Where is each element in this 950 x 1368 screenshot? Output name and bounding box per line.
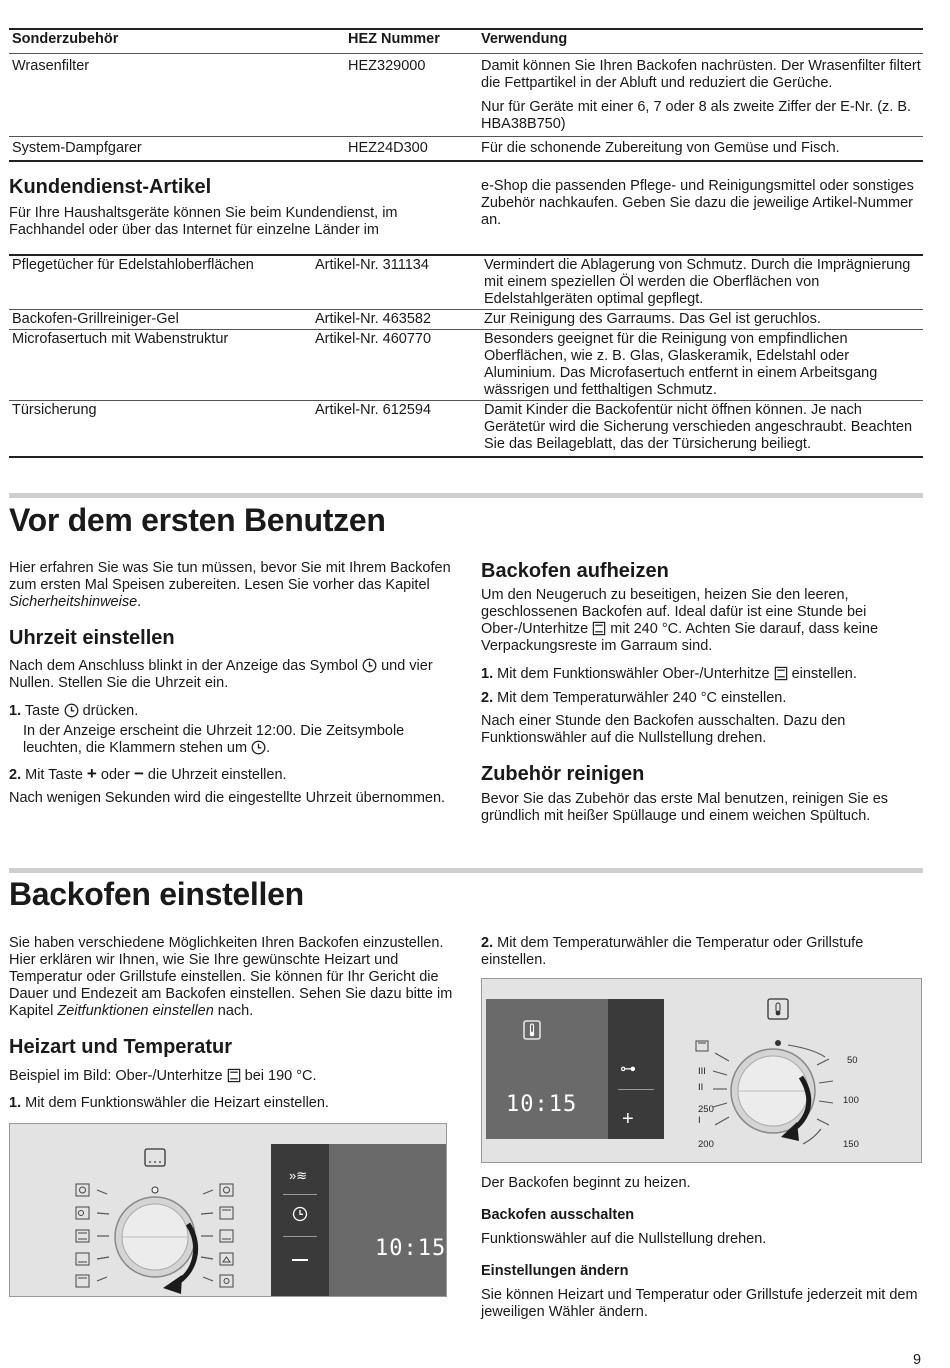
table-rule	[9, 400, 923, 401]
top-bottom-heat-icon	[227, 1068, 241, 1083]
display-time: 10:15	[506, 1092, 578, 1117]
plus-icon: +	[86, 764, 97, 783]
change-settings-text: Sie können Heizart und Temperatur oder Grillstufe jederzeit mit dem jeweiligen Wähler ändern.	[481, 1287, 918, 1320]
table-rule	[9, 53, 923, 54]
section-divider	[9, 868, 923, 873]
top-bottom-heat-icon	[592, 621, 606, 636]
temp-label-250: 250	[698, 1104, 714, 1115]
minus-icon	[292, 1259, 308, 1261]
table-cell-name: Backofen-Grillreiniger-Gel	[12, 311, 179, 327]
table-top-rule	[9, 254, 923, 256]
table-cell-usage: Für die schonende Zubereitung von Gemüse und Fisch.	[481, 140, 840, 156]
table-cell-name: Türsicherung	[12, 402, 97, 418]
temp-label-50: 50	[847, 1055, 858, 1066]
clock-icon	[251, 740, 266, 755]
col-header-hez: HEZ Nummer	[348, 31, 440, 47]
top-bottom-heat-icon	[774, 666, 788, 681]
grill-label-2: II	[698, 1082, 704, 1093]
display-button-column	[608, 999, 664, 1139]
clean-accessories-text: Bevor Sie das Zubehör das erste Mal benutzen, reinigen Sie es gründlich mit heißer Spüllauge und einem weichen Spültuch.	[481, 791, 889, 824]
preheat-text: Um den Neugeruch zu beseitigen, heizen Sie den leeren, geschlossenen Backofen auf. Ideal dafür ist eine Stunde bei Ober-/Unterhitze mit 240 °C. Achten Sie darauf, dass keine Verpackungsreste im Garraum sind.	[481, 587, 879, 654]
switch-off-text: Funktionswähler auf die Nullstellung drehen.	[481, 1231, 767, 1247]
display-button-column	[271, 1144, 329, 1296]
section-title-heat-type: Heizart und Temperatur	[9, 1036, 232, 1058]
table-cell-name: Microfasertuch mit Wabenstruktur	[12, 331, 229, 347]
display-screen	[329, 1144, 447, 1296]
table-cell-number: Artikel-Nr. 311134	[315, 257, 429, 273]
heat-type-example: Beispiel im Bild: Ober-/Unterhitze bei 190 °C.	[9, 1068, 317, 1084]
table-cell-usage-note: Nur für Geräte mit einer 6, 7 oder 8 als zweite Ziffer der E-Nr. (z. B. HBA38B750)	[481, 99, 912, 132]
subtitle-change-settings: Einstellungen ändern	[481, 1263, 629, 1279]
chapter-title-set-oven: Backofen einstellen	[9, 876, 304, 912]
table-cell-number: HEZ329000	[348, 58, 426, 74]
table-bottom-rule	[9, 456, 923, 458]
grill-label-3: III	[698, 1066, 706, 1077]
preheat-step-1: 1. Mit dem Funktionswähler Ober-/Unterhitze einstellen.	[481, 666, 857, 682]
table-cell-usage: Vermindert die Ablagerung von Schmutz. Durch die Imprägnierung mit einem speziellen Öl werden die Oberflächen von Edelstahlgeräten optimal gepflegt.	[484, 257, 911, 307]
table-cell-usage: Damit Kinder die Backofentür nicht öffnen können. Je nach Gerätetür wird die Sicherung verschieden angeschraubt. Beachten Sie das Beilageblatt, das der Türsicherung beiliegt.	[484, 402, 913, 452]
table-rule	[9, 136, 923, 137]
chapter-title-first-use: Vor dem ersten Benutzen	[9, 502, 386, 538]
table-cell-name: System-Dampfgarer	[12, 140, 142, 156]
table-bottom-rule	[9, 160, 923, 162]
subtitle-switch-off: Backofen ausschalten	[481, 1207, 635, 1223]
table-cell-name: Pflegetücher für Edelstahloberflächen	[12, 257, 254, 273]
grill-label-1: I	[698, 1115, 701, 1126]
set-oven-step-2: 2. Mit dem Temperaturwähler die Temperatur oder Grillstufe einstellen.	[481, 935, 864, 968]
temperature-selector-illustration	[481, 978, 922, 1163]
key-lock-icon: ⊶	[620, 1061, 636, 1078]
rapid-heat-icon: »≋	[289, 1168, 308, 1183]
table-rule	[9, 309, 923, 310]
plus-icon: +	[622, 1108, 634, 1130]
table-cell-name: Wrasenfilter	[12, 58, 90, 74]
table-rule	[9, 329, 923, 330]
clock-icon	[64, 703, 79, 718]
display-time: 10:15	[375, 1236, 447, 1261]
table-cell-number: Artikel-Nr. 460770	[315, 331, 432, 347]
preheat-step-2: 2. Mit dem Temperaturwähler 240 °C einstellen.	[481, 690, 787, 706]
clock-step-1: 1. Taste drücken.	[9, 703, 139, 719]
table-cell-usage: Besonders geeignet für die Reinigung von empfindlichen Oberflächen, wie z. B. Glas, Glaskeramik, Edelstahl oder Aluminium. Das Microfasertuch entfernt in einem Arbeitsgang wässrigen und fetthaltigen Schmutz.	[484, 331, 878, 398]
section-title-clock: Uhrzeit einstellen	[9, 627, 175, 649]
col-header-usage: Verwendung	[481, 31, 568, 47]
temp-label-100: 100	[843, 1095, 859, 1106]
first-use-intro: Hier erfahren Sie was Sie tun müssen, bevor Sie mit Ihrem Backofen zum ersten Mal Speisen zubereiten. Lesen Sie vorher das Kapitel Sicherheitshinweise.	[9, 560, 451, 610]
set-oven-intro: Sie haben verschiedene Möglichkeiten Ihren Backofen einzustellen. Hier erklären wir Ihnen, wie Sie Ihre gewünschte Heizart und Temperatur oder Grillstufe einstellen. Sie können für Ihr Gericht die Dauer und Endezeit am Backofen einstellen. Sehen Sie dazu bitte im Kapitel Zeitfunktionen einstellen nach.	[9, 935, 453, 1019]
clock-outro: Nach wenigen Sekunden wird die eingestellte Uhrzeit übernommen.	[9, 790, 446, 806]
table-cell-number: HEZ24D300	[348, 140, 428, 156]
table-cell-number: Artikel-Nr. 463582	[315, 311, 432, 327]
clock-icon	[362, 658, 377, 673]
clock-text: Nach dem Anschluss blinkt in der Anzeige das Symbol und vier Nullen. Stellen Sie die Uhrzeit ein.	[9, 658, 433, 691]
section-title-clean-accessories: Zubehör reinigen	[481, 763, 645, 785]
display-screen	[486, 999, 608, 1139]
temp-label-150: 150	[843, 1139, 859, 1150]
heat-type-step-1: 1. Mit dem Funktionswähler die Heizart einstellen.	[9, 1095, 329, 1111]
oven-starts-heating: Der Backofen beginnt zu heizen.	[481, 1175, 691, 1191]
table-cell-number: Artikel-Nr. 612594	[315, 402, 432, 418]
thermometer-icon	[523, 1020, 541, 1040]
clock-icon	[292, 1206, 308, 1222]
clock-step-1-detail: In der Anzeige erscheint die Uhrzeit 12:00. Die Zeitsymbole leuchten, die Klammern stehen um .	[23, 723, 405, 756]
table-cell-usage: Zur Reinigung des Garraums. Das Gel ist geruchlos.	[484, 311, 821, 327]
page-number: 9	[913, 1352, 922, 1368]
section-divider	[9, 493, 923, 498]
function-selector-illustration	[9, 1123, 447, 1297]
col-header-accessory: Sonderzubehör	[12, 31, 119, 47]
table-cell-usage: Damit können Sie Ihren Backofen nachrüsten. Der Wrasenfilter filtert die Fettpartikel in der Abluft und reduziert die Gerüche.	[481, 58, 921, 91]
minus-icon: −	[133, 764, 144, 783]
preheat-outro: Nach einer Stunde den Backofen ausschalten. Dazu den Funktionswähler auf die Nullstellung drehen.	[481, 713, 846, 746]
service-intro-right: e-Shop die passenden Pflege- und Reinigungsmittel oder sonstiges Zubehör nachkaufen. Geben Sie dazu die jeweilige Artikel-Nummer an.	[481, 178, 914, 228]
table-top-rule	[9, 28, 923, 30]
section-title-preheat: Backofen aufheizen	[481, 560, 669, 582]
clock-step-2: 2. Mit Taste + oder − die Uhrzeit einstellen.	[9, 764, 287, 783]
temp-label-200: 200	[698, 1139, 714, 1150]
section-title-service: Kundendienst-Artikel	[9, 176, 212, 198]
service-intro-left: Für Ihre Haushaltsgeräte können Sie beim Kundendienst, im Fachhandel oder über das Internet für einzelne Länder im	[9, 205, 398, 238]
